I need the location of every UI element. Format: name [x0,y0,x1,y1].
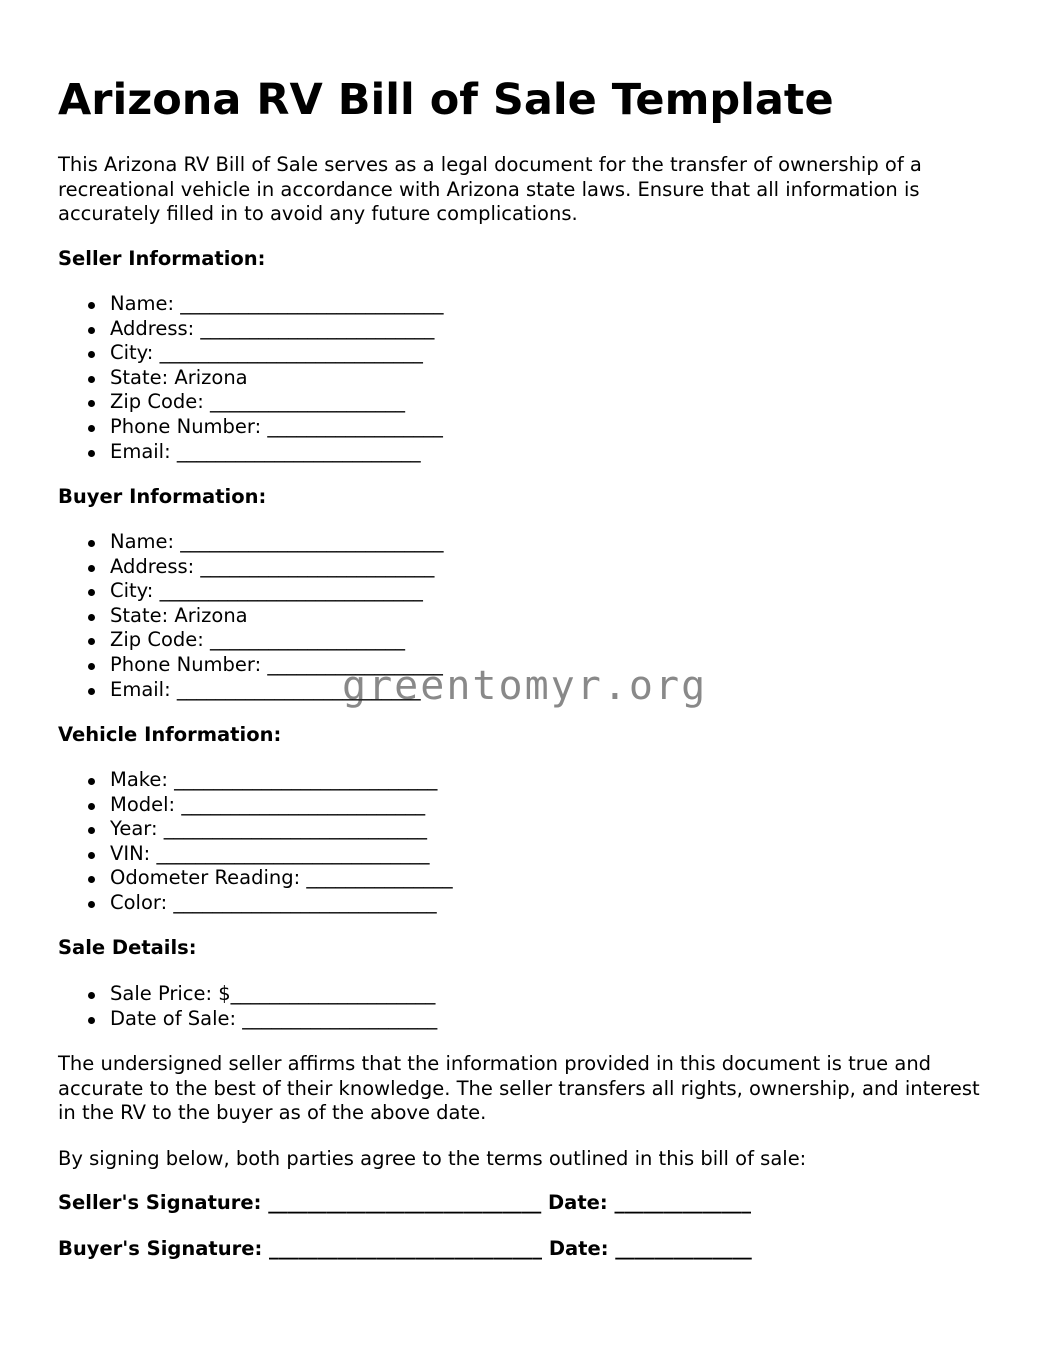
seller-name-field[interactable]: Name: ___________________________ [110,292,444,315]
intro-paragraph: This Arizona RV Bill of Sale serves as a legal document for the transfer of ownership of a recreational vehicle in accordance with Arizona state laws. Ensure that all information is accurately filled in to avoid any future complications. [58,153,922,226]
seller-city-field[interactable]: City: ___________________________ [110,341,444,366]
affirmation-paragraph: The undersigned seller affirms that the information provided in this document is true and accurate to the best of their knowledge. The seller transfers all rights, ownership, and interest in the RV to the buyer as of the above date. [58,1052,980,1125]
sale-date-field[interactable]: Date of Sale: ____________________ [110,1006,438,1030]
vehicle-section-heading: Vehicle Information: [58,723,282,746]
seller-email-field[interactable]: Email: _________________________ [110,440,444,465]
sale-fields-list [58,982,437,1031]
buyer-signature-line[interactable]: Buyer's Signature: ____________________________ Date: ______________ [58,1237,752,1260]
buyer-phone-field[interactable]: Phone Number: __________________ [110,652,443,676]
seller-signature-line[interactable]: Seller's Signature: ____________________________ Date: ______________ [58,1191,751,1214]
buyer-email-field[interactable]: Email: _________________________ [110,678,444,703]
sale-price-field[interactable]: Sale Price: $_____________________ [110,982,436,1005]
vehicle-year-field[interactable]: Year: ___________________________ [110,817,453,842]
seller-section-heading: Seller Information: [58,247,266,270]
watermark-text: greentomyr.org [342,663,708,709]
sale-section-heading: Sale Details: [58,936,197,959]
agreement-paragraph: By signing below, both parties agree to the terms outlined in this bill of sale: [58,1147,807,1170]
buyer-name-field[interactable]: Name: ___________________________ [110,530,444,553]
vehicle-odometer-field[interactable]: Odometer Reading: _______________ [110,866,453,890]
vehicle-make-field[interactable]: Make: ___________________________ [110,768,453,793]
seller-address-field[interactable]: Address: ________________________ [110,317,444,342]
buyer-address-field[interactable]: Address: ________________________ [110,555,444,580]
buyer-section-heading: Buyer Information: [58,485,267,508]
vehicle-color-field[interactable]: Color: ___________________________ [110,891,453,916]
seller-fields-list [58,292,444,464]
seller-state-field: State: Arizona [110,366,444,391]
buyer-city-field[interactable]: City: ___________________________ [110,579,444,604]
vehicle-model-field[interactable]: Model: _________________________ [110,793,453,818]
buyer-state-field: State: Arizona [110,604,444,629]
seller-zip-field[interactable]: Zip Code: ____________________ [110,390,444,415]
vehicle-vin-field[interactable]: VIN: ____________________________ [110,842,453,867]
seller-phone-field[interactable]: Phone Number: __________________ [110,414,443,438]
buyer-zip-field[interactable]: Zip Code: ____________________ [110,628,444,653]
vehicle-fields-list [58,768,453,916]
document-title: Arizona RV Bill of Sale Template [58,75,834,125]
